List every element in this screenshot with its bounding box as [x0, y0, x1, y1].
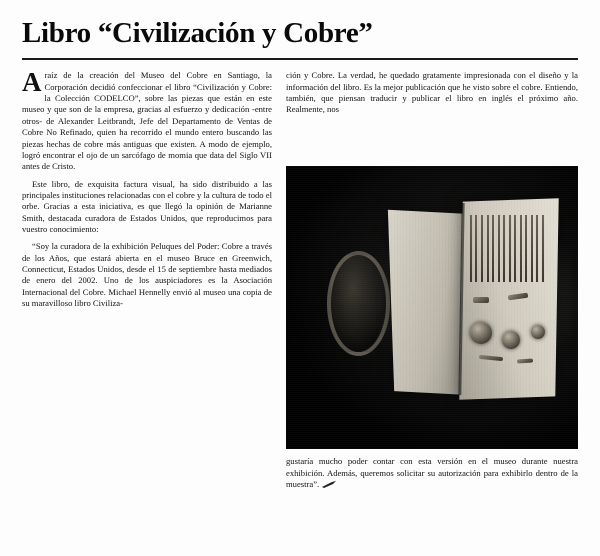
paragraph-text: Este libro, de exquisita factura visual, ha sido distribuido a las principales instituciones relacionadas con el cobre y la cultura de todo el orbe. Gracias a esta iniciativa, es que llegó la opinión de Marianne Smith, destacada curadora de Estados Unidos, que reproducimos para vuestro conocimiento:: [22, 178, 272, 234]
drop-cap: A: [22, 67, 42, 98]
photo-artifact-1: [473, 297, 489, 303]
article-body: [22, 67, 578, 540]
paragraph: [22, 67, 272, 172]
photo-pendant-2: [502, 331, 520, 349]
paragraph-text: ción y Cobre. La verdad, he quedado gratamente impresionada con el diseño y la información del libro. Es la mejor publicación que he visto sobre el cobre. Entiendo, también, que piensan traducir y publicar el libro en inglés el próximo año. Realmente, nos: [286, 70, 578, 115]
paragraph: [286, 456, 578, 490]
paragraph: [286, 70, 578, 115]
article-photo: [286, 166, 578, 449]
paragraph: [22, 241, 272, 309]
left-column: [22, 67, 272, 315]
photo-image: [286, 166, 578, 449]
title-divider: [22, 58, 578, 60]
right-column-top: [286, 70, 578, 120]
paragraph-text: “Soy la curadora de la exhibición Peluques del Poder: Cobre a través de los Años, que estará abierta en el museo Bruce en Greenwich, Connecticut, Estados Unidos, desde el 15 de septiembre hasta mediados de enero del 2002. Uno de los auspiciadores es la Asociación Internacional del Cobre. Michael Hennelly envió al museo una copia de su maravilloso libro Civiliza-: [22, 241, 272, 308]
photo-vessel-object: [327, 251, 390, 355]
paragraph-text: raíz de la creación del Museo del Cobre en Santiago, la Corporación decidió confeccionar el libro “Civilización y Cobre: la Colección CODELCO”, sobre las piezas que están en este museo y que son de la empresa, gracias al esfuerzo y dedicación -entre otros- de Alexander Leitbrandt, Jefe del Departamento de Ventas de Cobre No Refinado, quien ha recorrido el mundo entero buscando las piezas hechas de cobre más antiguas que existen. A modo de ejemplo, logró encontrar el ojo de un sarcófago de momia que data del Siglo VII antes de Cristo.: [22, 70, 272, 172]
page-title: Libro “Civilización y Cobre”: [22, 17, 373, 49]
photo-pendant-1: [470, 322, 492, 344]
pen-flourish-icon: [322, 480, 336, 487]
right-column-bottom: [286, 456, 578, 495]
photo-tool-array: [470, 215, 549, 283]
paragraph-text: gustaría mucho poder contar con esta versión en el museo durante nuestra exhibición. Además, queremos solicitar su autorización para exhibirlo dentro de la muestra”.: [286, 456, 578, 490]
paragraph: [22, 179, 272, 236]
